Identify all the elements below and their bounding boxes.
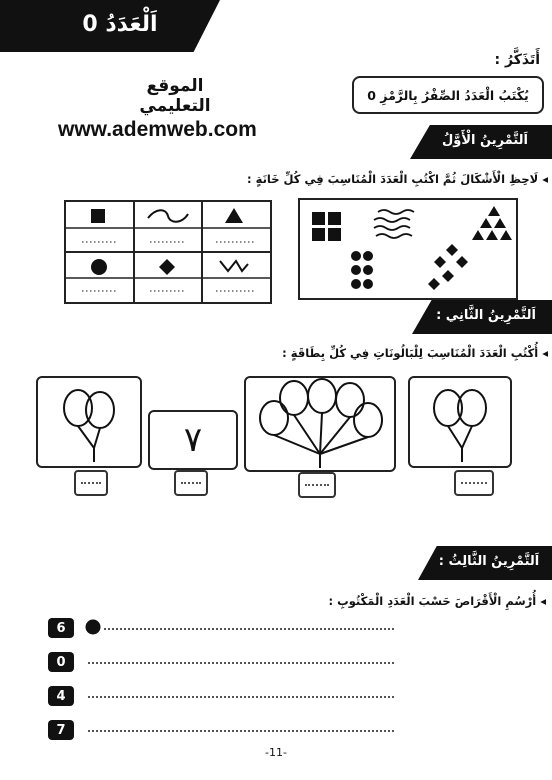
balloon-card-3	[244, 376, 396, 472]
balloons-icon	[38, 378, 140, 466]
number-badge: 7	[48, 720, 74, 740]
exercise3-instruction: ◂ أُرْسُمِ الْأَقْرَاصَ حَسْبَ الْعَدَدِ الْمَكْتُوبِ :	[328, 594, 546, 608]
page-title: اَلْعَدَدُ 0	[82, 12, 158, 37]
filled-disc-icon	[84, 618, 102, 636]
remember-text: يُكْتَبُ الْعَدَدُ الصِّفْرُ بِالرَّمْزِ 0	[367, 87, 529, 103]
answer-box-1[interactable]	[74, 470, 108, 496]
page-number: -11-	[265, 746, 287, 759]
exercise1-title: اَلتَّمْرِينُ الْأَوَّلُ	[441, 133, 529, 148]
site-url: www.ademweb.com	[58, 118, 257, 141]
square-icon	[90, 208, 106, 224]
drawing-line[interactable]	[88, 730, 394, 732]
balloon-card-4	[408, 376, 512, 468]
count-table	[64, 200, 272, 304]
zigzag-icon	[218, 258, 250, 274]
shapes-group	[300, 200, 516, 298]
balloons-icon	[246, 378, 394, 470]
drawing-line[interactable]	[104, 628, 394, 630]
exercise2-title: اَلتَّمْرِينُ الثَّانِي :	[436, 308, 536, 323]
drawing-line[interactable]	[88, 696, 394, 698]
answer-box-4[interactable]	[454, 470, 494, 496]
exercise2-instruction: ◂ أُكْتُبِ الْعَدَدَ الْمُنَاسِبَ لِلْبَالُونَاتِ فِي كُلِّ بِطَاقَةٍ :	[282, 346, 548, 360]
exercise1-instruction: ◂ لَاحِظِ الْأَشْكَالَ ثُمَّ اكْتُبِ الْعَدَدَ الْمُنَاسِبَ فِي كُلِّ خَانَةٍ :	[247, 172, 548, 186]
balloon-card-1	[36, 376, 142, 468]
remember-box	[352, 76, 544, 114]
remember-label: أَتَذَكَّرُ :	[494, 52, 540, 68]
number-badge: 4	[48, 686, 74, 706]
triangle-icon	[224, 207, 244, 225]
number-badge: 0	[48, 652, 74, 672]
card-digit: ٧	[183, 420, 203, 460]
diamond-icon	[158, 258, 176, 276]
circle-icon	[90, 258, 108, 276]
shapes-box	[298, 198, 518, 300]
site-name: الموقع التعليمي	[139, 76, 211, 116]
balloons-icon	[410, 378, 510, 466]
drawing-line[interactable]	[88, 662, 394, 664]
answer-box-2[interactable]	[174, 470, 208, 496]
exercise3-title: اَلتَّمْرِينُ الثَّالِثُ :	[438, 554, 540, 569]
answer-box-3[interactable]	[298, 472, 336, 498]
number-badge: 6	[48, 618, 74, 638]
balloon-card-2	[148, 410, 238, 470]
wave-icon	[146, 208, 190, 224]
